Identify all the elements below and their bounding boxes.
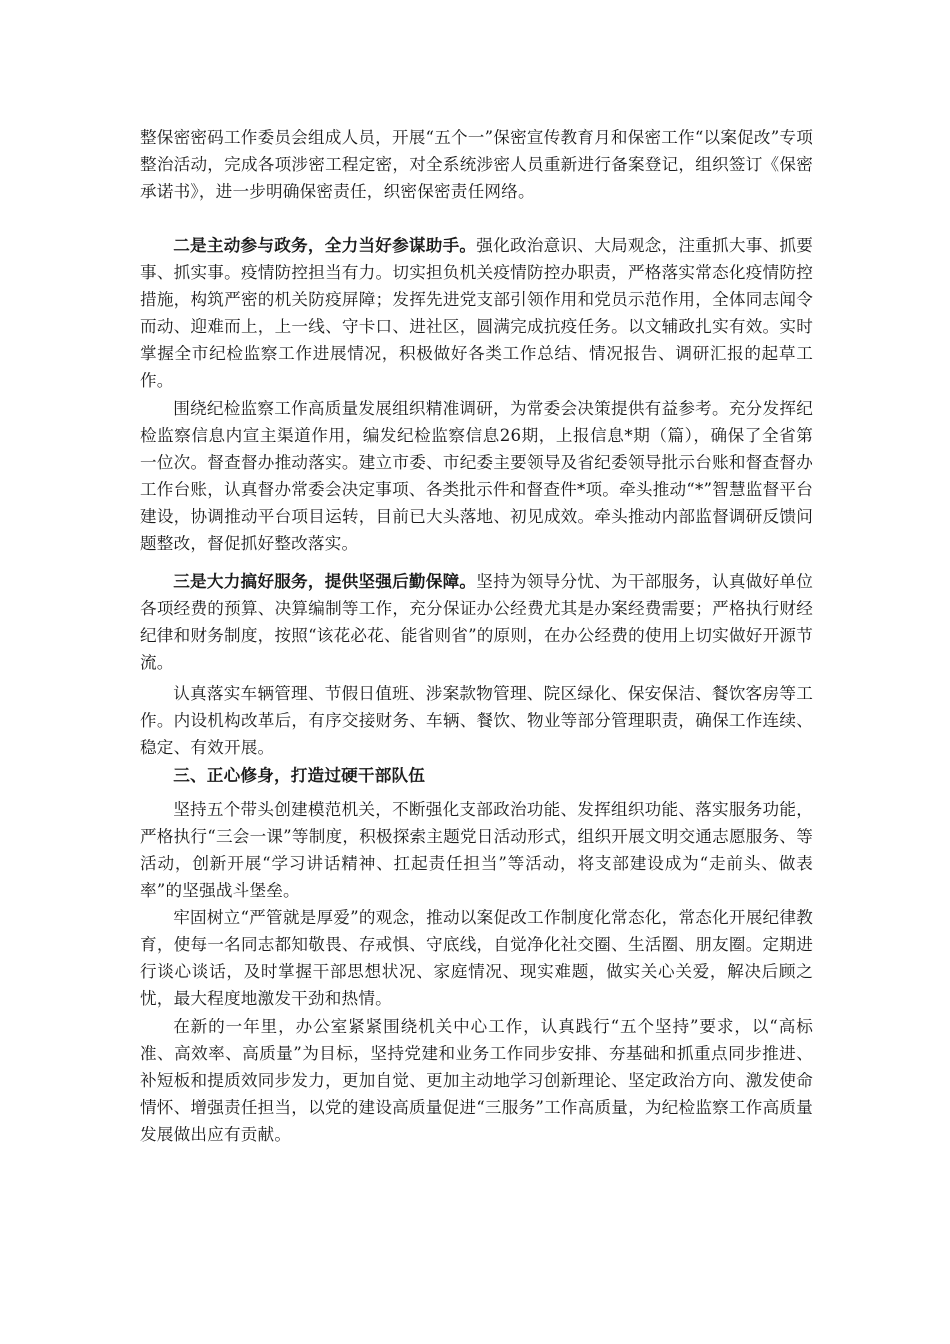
paragraph-confidentiality-work: 整保密密码工作委员会组成人员，开展“五个一”保密宣传教育月和保密工作“以案促改”专项整治活动，完成各项涉密工程定密，对全系统涉密人员重新进行备案登记，组织签订《保密承诺书》，进一步明确保密责任，织密保密责任网络。 [140,128,813,201]
paragraph-research-supervision: 围绕纪检监察工作高质量发展组织精准调研，为常委会决策提供有益参考。充分发挥纪检监察信息内宣主渠道作用，编发纪检监察信息26期，上报信息*期（篇），确保了全省第一位次。督查督办推动落实。建立市委、市纪委主要领导及省纪委领导批示台账和督查督办工作台账，认真督办常委会决定事项、各类批示件和督查件*项。牵头推动“*”智慧监督平台建设，协调推动平台项目运转，目前已大头落地、初见成效。牵头推动内部监督调研反馈问题整改，督促抓好整改落实。 [140,399,813,553]
paragraph-body-government-affairs: 强化政治意识、大局观念，注重抓大事、抓要事、抓实事。疫情防控担当有力。切实担负机关疫情防控办职责，严格落实常态化疫情防控措施，构筑严密的机关防疫屏障；发挥先进党支部引领作用和党员示范作用，全体同志闻令而动、迎难而上，上一线、守卡口、进社区，圆满完成抗疫任务。以文辅政扎实有效。实时掌握全市纪检监察工作进展情况，积极做好各类工作总结、情况报告、调研汇报的起草工作。 [140,236,813,390]
paragraph-new-year-outlook: 在新的一年里，办公室紧紧围绕机关中心工作，认真践行“五个坚持”要求，以“高标准、高效率、高质量”为目标，坚持党建和业务工作同步安排、夯基础和抓重点同步推进、补短板和提质效同步发力，更加自觉、更加主动地学习创新理论、坚定政治方向、激发使命情怀、增强责任担当，以党的建设高质量促进“三服务”工作高质量，为纪检监察工作高质量发展做出应有贡献。 [140,1017,813,1144]
paragraph-lead-logistics-service: 三是大力搞好服务，提供坚强后勤保障。 [173,571,477,591]
paragraph-model-organ: 坚持五个带头创建模范机关，不断强化支部政治功能、发挥组织功能、落实服务功能，严格执行“三会一课”等制度，积极探索主题党日活动形式，组织开展文明交通志愿服务、等活动，创新开展“学习讲话精神、扛起责任担当”等活动，将支部建设成为“走前头、做表率”的坚强战斗堡垒。 [140,800,813,900]
paragraph-logistics-service [140,568,813,676]
paragraph-lead-government-affairs: 二是主动参与政务，全力当好参谋助手。 [173,235,477,255]
paragraph-body-logistics-service: 坚持为领导分忧、为干部服务，认真做好单位各项经费的预算、决算编制等工作，充分保证办公经费尤其是办案经费需要；严格执行财经纪律和财务制度，按照“该花必花、能省则省”的原则，在办公经费的使用上切实做好开源节流。 [140,572,813,672]
paragraph-strict-management: 牢固树立“严管就是厚爱”的观念，推动以案促改工作制度化常态化，常态化开展纪律教育，使每一名同志都知敬畏、存戒惧、守底线，自觉净化社交圈、生活圈、朋友圈。定期进行谈心谈话，及时掌握干部思想状况、家庭情况、现实难题，做实关心关爱，解决后顾之忧，最大程度地激发干劲和热情。 [140,908,813,1008]
paragraph-vehicle-management: 认真落实车辆管理、节假日值班、涉案款物管理、院区绿化、保安保洁、餐饮客房等工作。内设机构改革后，有序交接财务、车辆、餐饮、物业等部分管理职责，确保工作连续、稳定、有效开展。 [140,684,813,757]
paragraph-government-affairs [140,232,813,394]
section-heading-three: 三、正心修身，打造过硬干部队伍 [173,765,426,785]
